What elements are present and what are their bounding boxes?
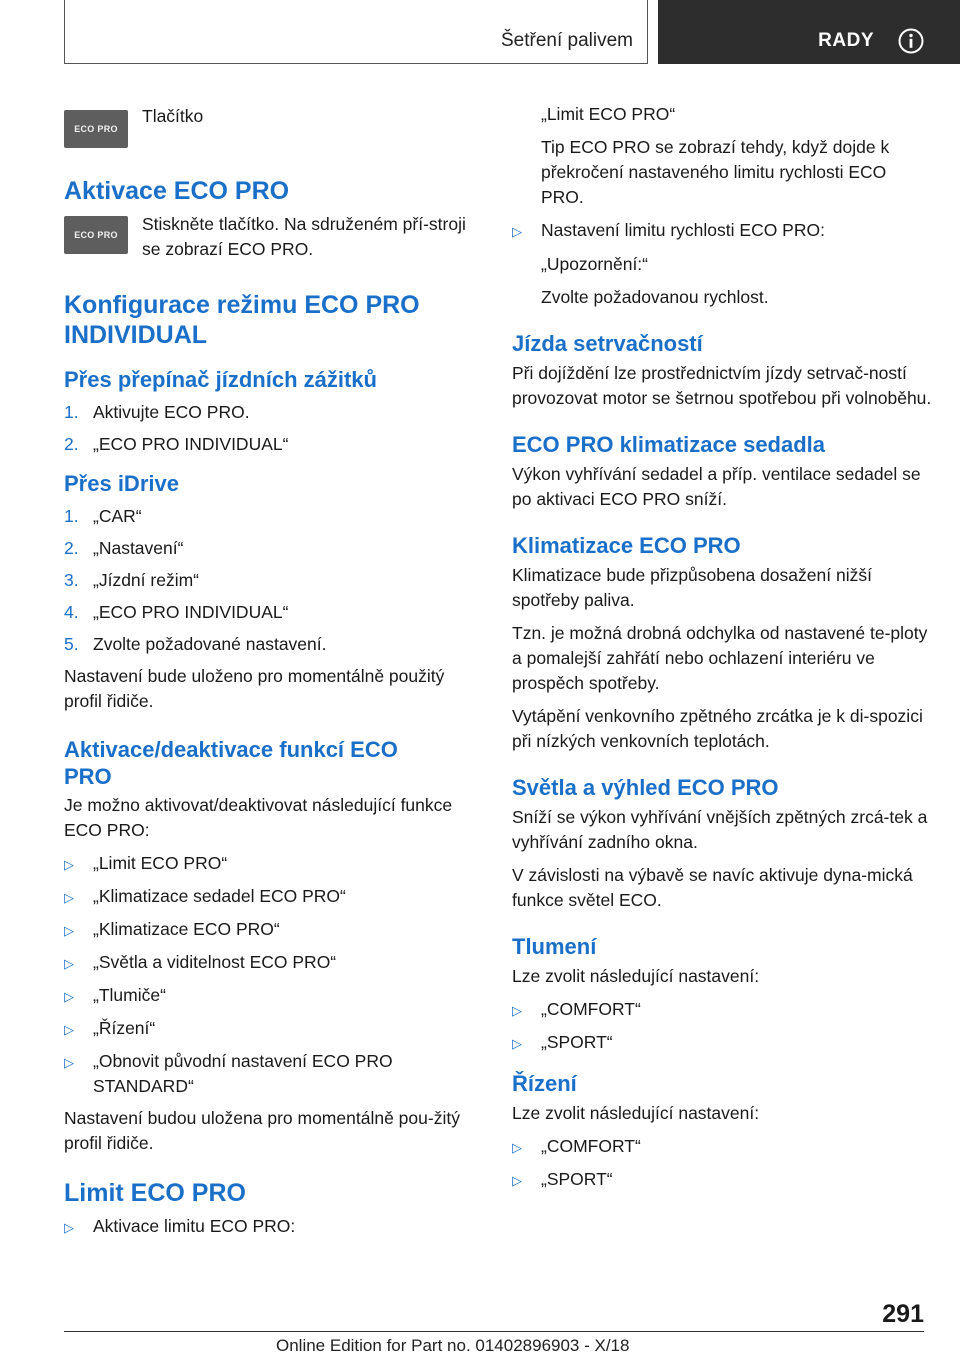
right-column	[512, 98, 932, 1200]
functions-note: Nastavení budou uložena pro momentálně pou‐žitý profil řidiče.	[64, 1108, 460, 1153]
list-item: ▷ „SPORT“	[512, 1030, 932, 1056]
button-caption: Tlačítko	[142, 106, 204, 126]
lights-text1: Sníží se výkon vyhřívání vnějších zpětných zrcá‐tek a vyhřívání zadního okna.	[512, 807, 928, 852]
triangle-bullet-icon: ▷	[512, 1036, 522, 1051]
header-chapter-tab[interactable]	[658, 0, 960, 64]
coasting-heading: Jízda setrvačností	[512, 331, 703, 356]
climate-text1: Klimatizace bude přizpůsobena dosažení nižší spotřeby paliva.	[512, 565, 872, 610]
eco-pro-button-text: ECO PRO	[74, 230, 118, 240]
experience-switch-steps	[64, 400, 484, 457]
triangle-bullet-icon: ▷	[64, 1022, 74, 1037]
eco-pro-button-image	[64, 216, 128, 254]
functions-list	[64, 851, 484, 1099]
functions-heading-line2: PRO	[64, 764, 112, 789]
chapter-title: RADY	[818, 30, 874, 51]
idrive-steps	[64, 504, 484, 657]
idrive-heading: Přes iDrive	[64, 471, 179, 496]
list-item: 2. „ECO PRO INDIVIDUAL“	[64, 434, 289, 454]
list-item: 2. „Nastavení“	[64, 538, 184, 558]
list-item: ▷ „COMFORT“	[512, 997, 932, 1023]
limit-tip: Tip ECO PRO se zobrazí tehdy, když dojde k překročení nastaveného limitu rychlosti ECO PRO.	[541, 137, 890, 207]
page-number: 291	[882, 1300, 924, 1328]
triangle-bullet-icon: ▷	[512, 1003, 522, 1018]
steering-intro: Lze zvolit následující nastavení:	[512, 1103, 760, 1123]
triangle-bullet-icon: ▷	[64, 989, 74, 1004]
triangle-bullet-icon: ▷	[512, 1173, 522, 1188]
damping-list	[512, 997, 932, 1056]
list-item: ▷ „Obnovit původní nastavení ECO PRO STANDARD“	[64, 1049, 484, 1099]
limit-setting-text: Zvolte požadovanou rychlost.	[541, 287, 769, 307]
list-item: ▷ „COMFORT“	[512, 1134, 932, 1160]
eco-button-figure	[64, 106, 484, 148]
limit-heading: Limit ECO PRO	[64, 1179, 246, 1207]
header-section-tab	[64, 0, 648, 64]
footer-divider	[64, 1331, 924, 1332]
lights-text2: V závislosti na výbavě se navíc aktivuje dyna‐mická funkce světel ECO.	[512, 865, 913, 910]
triangle-bullet-icon: ▷	[512, 1140, 522, 1155]
triangle-bullet-icon: ▷	[64, 1220, 74, 1235]
list-item: ▷ Nastavení limitu rychlosti ECO PRO:	[512, 218, 932, 244]
list-item: ▷ „SPORT“	[512, 1167, 932, 1193]
damping-intro: Lze zvolit následující nastavení:	[512, 966, 760, 986]
section-title: Šetření palivem	[500, 30, 633, 51]
list-item: 5. Zvolte požadované nastavení.	[64, 634, 327, 654]
eco-pro-button-text: ECO PRO	[74, 124, 118, 134]
triangle-bullet-icon: ▷	[64, 956, 74, 971]
info-circle-icon[interactable]	[898, 28, 924, 54]
functions-heading-line1: Aktivace/deaktivace funkcí ECO	[64, 737, 398, 762]
seat-climate-text: Výkon vyhřívání sedadel a příp. ventilace sedadel se po aktivaci ECO PRO sníží.	[512, 464, 921, 509]
list-item: ▷ „Tlumiče“	[64, 983, 484, 1009]
list-item: 4. „ECO PRO INDIVIDUAL“	[64, 602, 289, 622]
config-heading-line2: INDIVIDUAL	[64, 321, 208, 349]
limit-setting-path: „Upozornění:“	[541, 254, 648, 274]
list-item: ▷ Aktivace limitu ECO PRO:	[64, 1214, 484, 1240]
steering-list	[512, 1134, 932, 1193]
triangle-bullet-icon: ▷	[64, 890, 74, 905]
climate-heading: Klimatizace ECO PRO	[512, 533, 741, 558]
climate-text2: Tzn. je možná drobná odchylka od nastavené te‐ploty a pomalejší zahřátí nebo ochlazení interiéru ve prospěch spotřeby.	[512, 623, 928, 693]
limit-setting-list	[512, 218, 932, 244]
triangle-bullet-icon: ▷	[64, 1055, 74, 1070]
activation-heading: Aktivace ECO PRO	[64, 177, 290, 205]
limit-path: „Limit ECO PRO“	[541, 104, 676, 124]
climate-text3: Vytápění venkovního zpětného zrcátka je k di‐spozici při nízkých venkovních teplotách.	[512, 706, 923, 751]
list-item: 1. „CAR“	[64, 506, 142, 526]
triangle-bullet-icon: ▷	[64, 857, 74, 872]
list-item: ▷ „Světla a viditelnost ECO PRO“	[64, 950, 484, 976]
footer-edition: Online Edition for Part no. 01402896903 - X/18	[276, 1336, 630, 1355]
triangle-bullet-icon: ▷	[512, 224, 522, 239]
list-item: 3. „Jízdní režim“	[64, 570, 199, 590]
steering-heading: Řízení	[512, 1071, 577, 1096]
lights-heading: Světla a výhled ECO PRO	[512, 775, 779, 800]
list-item: ▷ „Řízení“	[64, 1016, 484, 1042]
damping-heading: Tlumení	[512, 934, 597, 959]
activation-text: Stiskněte tlačítko. Na sdruženém pří‐stroji se zobrazí ECO PRO.	[142, 214, 466, 259]
list-item: 1. Aktivujte ECO PRO.	[64, 402, 250, 422]
config-heading-line1: Konfigurace režimu ECO PRO	[64, 291, 420, 319]
coasting-text: Při dojíždění lze prostřednictvím jízdy setrvač‐ností provozovat motor se šetrnou spotřebou při volnoběhu.	[512, 363, 932, 408]
list-item: ▷ „Klimatizace ECO PRO“	[64, 917, 484, 943]
list-item: ▷ „Klimatizace sedadel ECO PRO“	[64, 884, 484, 910]
limit-list	[64, 1214, 484, 1240]
activation-figure	[64, 212, 484, 262]
left-column	[64, 98, 484, 1247]
functions-intro: Je možno aktivovat/deaktivovat následující funkce ECO PRO:	[64, 795, 453, 840]
list-item: ▷ „Limit ECO PRO“	[64, 851, 484, 877]
experience-switch-heading: Přes přepínač jízdních zážitků	[64, 367, 377, 392]
idrive-note: Nastavení bude uloženo pro momentálně použitý profil řidiče.	[64, 666, 445, 711]
eco-pro-button-image	[64, 110, 128, 148]
seat-climate-heading: ECO PRO klimatizace sedadla	[512, 432, 826, 457]
triangle-bullet-icon: ▷	[64, 923, 74, 938]
